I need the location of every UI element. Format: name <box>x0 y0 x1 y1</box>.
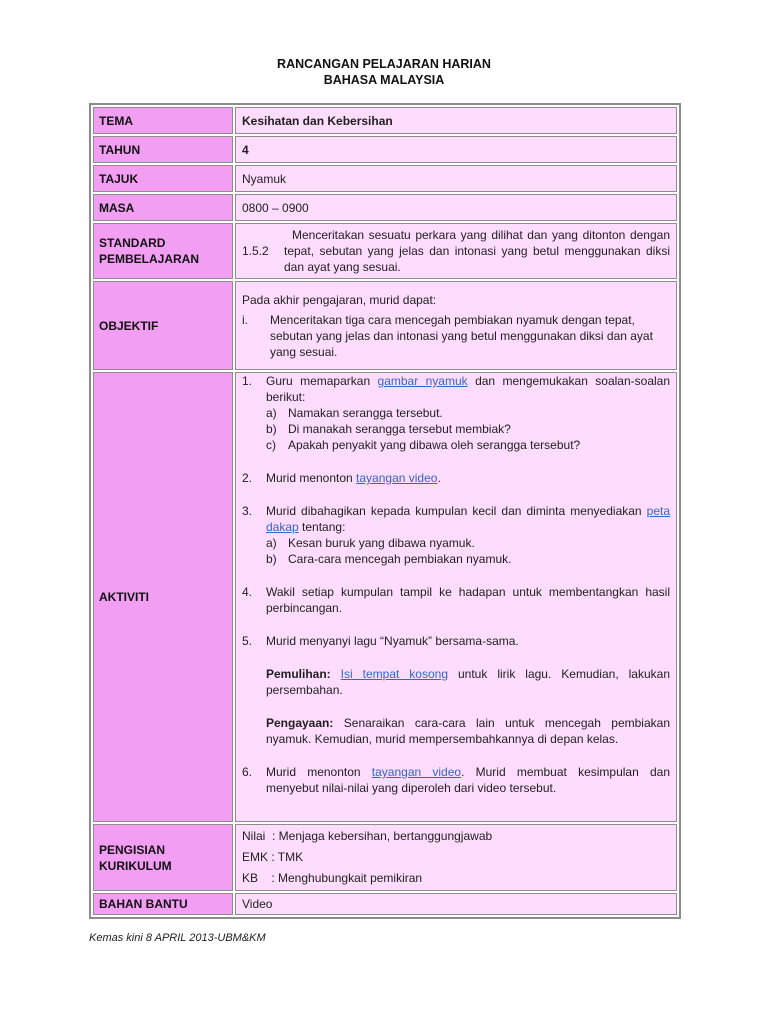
row-masa <box>93 194 677 221</box>
objektif-item <box>242 312 670 360</box>
pengisian-value <box>235 824 677 891</box>
row-bahan-bantu <box>93 893 677 915</box>
tahun-value: 4 <box>235 136 677 163</box>
aktiviti-num-2: 2. <box>242 471 253 485</box>
pengisian-label-line1: PENGISIAN <box>99 842 166 857</box>
aktiviti-3-sub-b <box>266 551 670 567</box>
standard-value <box>235 223 677 279</box>
nilai-line: Nilai : Menjaga kebersihan, bertanggungjawab <box>242 829 493 843</box>
row-standard <box>93 223 677 279</box>
row-tema <box>93 107 677 134</box>
aktiviti-num-1: 1. <box>242 374 253 388</box>
emk-line: EMK : TMK <box>242 850 304 864</box>
pengayaan-paragraph <box>266 715 670 747</box>
row-aktiviti <box>93 372 677 822</box>
tayangan-video-link-2[interactable]: tayangan video <box>371 765 462 779</box>
standard-label-line2: PEMBELAJARAN <box>99 252 200 266</box>
pengisian-label-line2: KURIKULUM <box>99 858 172 873</box>
pemulihan-text: untuk lirik lagu. Kemudian, lakukan persembahan. <box>266 667 670 697</box>
pemulihan-paragraph <box>266 666 670 698</box>
row-objektif <box>93 281 677 370</box>
row-tajuk <box>93 165 677 192</box>
tahun-label: TAHUN <box>93 136 233 163</box>
aktiviti-item-6 <box>242 764 670 796</box>
sub-num: b) <box>266 552 277 566</box>
standard-code: 1.5.2 <box>242 244 269 258</box>
aktiviti-3-sub-a <box>266 535 670 551</box>
aktiviti-label: AKTIVITI <box>93 372 233 822</box>
tayangan-video-link[interactable]: tayangan video <box>356 471 438 485</box>
aktiviti-1-text-pre: Guru memaparkan <box>266 374 378 388</box>
aktiviti-value <box>235 372 677 822</box>
isi-tempat-kosong-link[interactable]: Isi tempat kosong <box>340 667 449 681</box>
standard-label-line1: STANDARD <box>99 236 166 250</box>
pengayaan-text: Senaraikan cara-cara lain untuk mencegah pembiakan nyamuk. Kemudian, murid mempersembahkannya di depan kelas. <box>266 716 670 746</box>
sub-text: Cara-cara mencegah pembiakan nyamuk. <box>288 552 512 566</box>
aktiviti-item-2 <box>242 470 670 486</box>
tajuk-label: TAJUK <box>93 165 233 192</box>
standard-label <box>93 223 233 279</box>
bahan-bantu-value: Video <box>235 893 677 915</box>
tajuk-value: Nyamuk <box>235 165 677 192</box>
aktiviti-item-5 <box>242 633 670 747</box>
peta-dakap-link[interactable]: peta dakap <box>266 504 670 534</box>
sub-num: b) <box>266 422 277 436</box>
sub-text: Apakah penyakit yang dibawa oleh serangga tersebut? <box>288 438 581 452</box>
pengayaan-label: Pengayaan: <box>266 716 334 730</box>
aktiviti-2-text-pre: Murid menonton <box>266 471 357 485</box>
aktiviti-num-5: 5. <box>242 634 253 648</box>
objektif-value <box>235 281 677 370</box>
aktiviti-3-text-pre: Murid dibahagikan kepada kumpulan kecil dan diminta menyediakan <box>266 504 647 518</box>
bahan-bantu-label: BAHAN BANTU <box>93 893 233 915</box>
aktiviti-item-4 <box>242 584 670 616</box>
sub-num: a) <box>266 536 277 550</box>
aktiviti-num-4: 4. <box>242 585 253 599</box>
masa-value: 0800 – 0900 <box>235 194 677 221</box>
sub-text: Di manakah serangga tersebut membiak? <box>288 422 511 436</box>
gambar-nyamuk-link[interactable]: gambar nyamuk <box>377 374 468 388</box>
aktiviti-item-1 <box>242 373 670 453</box>
sub-text: Namakan serangga tersebut. <box>288 406 443 420</box>
page-subtitle: BAHASA MALAYSIA <box>323 73 445 87</box>
aktiviti-5-text: Murid menyanyi lagu “Nyamuk” bersama-sama. <box>266 634 519 648</box>
kb-line: KB : Menghubungkait pemikiran <box>242 871 423 885</box>
page-title: RANCANGAN PELAJARAN HARIAN <box>277 57 491 71</box>
footer-note: Kemas kini 8 APRIL 2013-UBM&KM <box>89 932 266 944</box>
objektif-item-num: i. <box>242 312 248 327</box>
sub-text: Kesan buruk yang dibawa nyamuk. <box>288 536 475 550</box>
pemulihan-label: Pemulihan: <box>266 667 331 681</box>
masa-label: MASA <box>93 194 233 221</box>
row-pengisian <box>93 824 677 891</box>
aktiviti-3-text-post: tentang: <box>298 520 346 534</box>
aktiviti-2-text-post: . <box>437 471 441 485</box>
objektif-label: OBJEKTIF <box>93 281 233 370</box>
tema-value: Kesihatan dan Kebersihan <box>235 107 677 134</box>
aktiviti-1-sub-a <box>266 405 670 421</box>
standard-text: Menceritakan sesuatu perkara yang dilihat dan yang ditonton dengan tepat, sebutan yang jelas dan intonasi yang betul menggunakan diksi dan ayat yang sesuai. <box>284 228 670 274</box>
lesson-plan-table <box>89 103 681 919</box>
tema-label: TEMA <box>93 107 233 134</box>
aktiviti-1-sub-c <box>266 437 670 453</box>
sub-num: c) <box>266 438 276 452</box>
aktiviti-1-sub-b <box>266 421 670 437</box>
aktiviti-num-6: 6. <box>242 765 253 779</box>
objektif-intro: Pada akhir pengajaran, murid dapat: <box>242 292 437 307</box>
aktiviti-item-3 <box>242 503 670 567</box>
pengisian-label <box>93 824 233 891</box>
objektif-item-text: Menceritakan tiga cara mencegah pembiakan nyamuk dengan tepat, sebutan yang jelas dan intonasi yang betul menggunakan diksi dan ayat yang sesuai. <box>270 312 653 359</box>
aktiviti-6-text-pre: Murid menonton <box>266 765 372 779</box>
aktiviti-4-text: Wakil setiap kumpulan tampil ke hadapan untuk membentangkan hasil perbincangan. <box>266 585 670 615</box>
aktiviti-6-text-post: . Murid membuat kesimpulan dan menyebut nilai-nilai yang diperoleh dari video tersebut. <box>266 765 670 795</box>
row-tahun <box>93 136 677 163</box>
sub-num: a) <box>266 406 277 420</box>
aktiviti-num-3: 3. <box>242 504 253 518</box>
aktiviti-1-text-post: dan mengemukakan soalan-soalan berikut: <box>266 374 671 404</box>
